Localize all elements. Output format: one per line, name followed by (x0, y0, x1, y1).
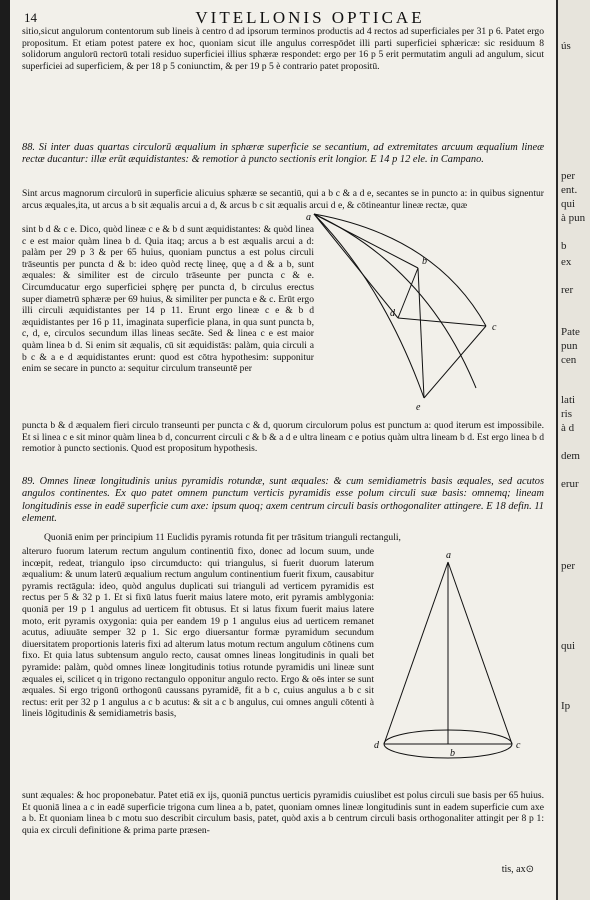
margin-fragment: Pate (561, 326, 580, 338)
page-number: 14 (24, 10, 37, 25)
arc-abc (314, 214, 486, 326)
fig2-label-c: c (516, 740, 521, 751)
arc-ade (314, 214, 424, 398)
intro-paragraph: sitio,sicut angulorum contentorum sub lineis à centro d ad ipsorum terminos productis ad 4 rectos ad superficiales per 31 p 6. Patet ergo propositum. Et etiam potest patere ex hoc, quoniam sicut ille angulus correspōdet illi parti superficiei sphæricæ: sic residuum 8 solidorum angulorū rectorū totali residuo superficiei illius sphæræ respondet: ergo per 16 p 5 erit permutatim anguli ad angulum, sicut superficiei ad superficiem, & per 18 p 5 coniunctim, & per 19 p 5 è contrario patet propositū. (22, 26, 544, 72)
fig2-label-b: b (450, 748, 455, 759)
chord-bd (398, 268, 418, 318)
margin-fragment: lati (561, 394, 576, 406)
margin-fragment: ent. (561, 184, 578, 196)
figure-spherical-arcs (306, 196, 542, 424)
margin-fragment: dem (561, 450, 580, 462)
margin-fragment: qui (561, 640, 576, 652)
proposition-89-enunciation: 89. Omnes lineæ longitudinis unius pyramidis rotundæ, sunt æquales: & cum semidiametris basis æquales, sed acutos angulos continentes. Ex quo patet omnem punctum verticis pyramidis esse polum circuli suæ basis: omnemq; lineam longitudinis esse in eadē superficie cum axe: ipsum quoq; axem centrum circuli basis orthogonaliter attingere. E 18 defin. 11 element. (22, 476, 544, 525)
page-header (10, 4, 556, 26)
margin-fragment: rer (561, 284, 574, 296)
margin-fragment: ex (561, 256, 572, 268)
proposition-88-enunciation: 88. Si inter duas quartas circulorū æqualium in sphæræ superficie se secantium, ad extremitates arcuum æqualium lineæ rectæ ducantur: illæ erūt æquidistantes: & remotior à puncto sectionis erit longior. E 14 p 12 ele. in Campano. (22, 142, 544, 166)
line-be (418, 268, 424, 398)
proposition-89-conclusion: sunt æquales: & hoc proponebatur. Patet etiā ex ijs, quoniā punctus uerticis pyramidis cuiuslibet est polus circuli sue basis per 65 huius. Et quoniā linea a c in eadē superficie trigona cum linea a b, patet, quoniam omnes lineæ longitudinis sunt in eadem superficie cum axe a b. Et quoniam linea b c motu suo describit circulum basis, patet, quòd axis a b centrum circuli basis orthogonaliter attingit per 8 p 1: quia ex circuli definitione & prima parte præsen- (22, 790, 544, 836)
margin-fragment: per (561, 560, 576, 572)
margin-fragment: à pun (561, 212, 586, 224)
margin-fragment: qui (561, 198, 576, 210)
proposition-88-conclusion: puncta b & d æqualem fieri circulo transeunti per puncta c & d, quorum circulorum polus est punctum a: quod iterum est impossibile. Et si linea c e sit minor quàm linea b d, concurrent circuli c & b & a d e ultra lineam c e potius quàm ultra lineam b d. Est ergo linea b d remotior à puncto sectionis. Quod est propositum hypothesis. (22, 420, 544, 455)
book-page (10, 0, 556, 900)
line-dc (398, 318, 486, 326)
margin-fragment: b (561, 240, 567, 252)
line-ab (314, 214, 418, 268)
proposition-88-opening: Sint arcus magnorum circulorū in superficie alicuius sphæræ se secantiū, qui a b c & a d e, secantes se in puncto a: in quibus signentur arcus æquales,ita, ut arcus a b sit æqualis arcui a d, & arcus b c sit æqualis arcui d e, & cōtineantur lineæ rectæ, quæ (22, 188, 544, 211)
fig2-label-d: d (374, 740, 379, 751)
line-ad (314, 214, 398, 318)
margin-fragment: ris (561, 408, 572, 420)
margin-fragment: ús (561, 40, 571, 52)
cone-right-side (448, 562, 512, 744)
fig1-label-b: b (422, 256, 427, 267)
cone-left-side (384, 562, 448, 744)
fig1-label-d: d (390, 308, 395, 319)
margin-fragment: cen (561, 354, 577, 366)
proposition-88-column: sint b d & c e. Dico, quòd lineæ c e & b d sunt æquidistantes: & quòd linea c e est maior quàm linea b d. Quia itaq; arcus a b est æqualis arcui a d: palàm per 29 p 3 & per 65 huius, quoniam punctus a est polus circuli trāseuntis per puncta d & b: ideo quòd rectę lineę, quę a d & a b, sunt æquales: & similiter est de circulo trāseunte per puncta c & e. Circumducatur ergo superficiei sphęrę per puncta d, b circulus erectus super diametrū sphæræ per 69 huius, & similiter per puncta e & c. Erūt ergo illi circuli æquidistantes per 14 p 11. Erunt ergo lineæ c e & b d æquidistantes per 16 p 11, imaginata superficie plana, in qua sunt puncta b, c, d, e, circulos secundum illas lineas secāte. Sed & linea c e est maior quàm linea b d. Si enim sit æqualis, cū sit æquidistās: palàm, quia circuli a b c & a e d æquidistantes erunt: quod est cōtra hypothesim: supponitur enim se secare in puncto a: sequitur circulum transeuntē per (22, 224, 314, 375)
facing-page-edge (556, 0, 590, 900)
margin-fragment: per (561, 170, 576, 182)
margin-fragment: à d (561, 422, 575, 434)
catchword: tis, ax⊙ (501, 864, 534, 875)
margin-fragment: erur (561, 478, 579, 490)
fig1-label-c: c (492, 322, 497, 333)
proposition-89-first-line: Quoniā enim per principium 11 Euclidis pyramis rotunda fit per trāsitum trianguli rectanguli, (44, 532, 401, 543)
chord-ce (424, 326, 486, 398)
fig2-label-a: a (446, 550, 451, 561)
margin-fragment: pun (561, 340, 578, 352)
proposition-89-column: alteruro fuorum laterum rectum angulum continentiū fixo, donec ad locum suum, unde incœpit, redeat, triangulo ipso circumducto: qui triangulus, si fuerit duorum laterum æqualium: & unum laterū æqualium rectum angulum continentium fuerit fixum, causabitur pyramis rectāgula: ideo, quòd angulus duplicati sui trianguli ad verticem pyramidis est rectus per 5 & 32 p 1. Et si fixū latus fuerit maius latere moto, erit pyramis amblygonia: quoniā per 19 p 1 angulus ad uerticem fit obtusus. Et si latus fixum fuerit maius latere moto, erit pyramis oxygonia: quia per eandem 19 p 1 angulus eius ad uerticem remanet acutus, adiuuāte semper 32 p 1. Sic ergo diuersantur formæ pyramidum secundum diuersitatem proportionis lateris fixi ad alterum latus motum rectum angulum cōtinens cum fixo. Et quia latus subtensum angulo recto, causat omnes lineas longitudinis in quali bet pyramide: palàm, quòd omnes lineæ longitudinis totius rotunde pyramidis uni lineæ sunt æquales ei, scilicet q in trigono rectangulo opponitur angulo recto. Ergo & oēs inter se sunt æquales. Si ergo trigonū orthogonū caussans pyramidē, fit a b c, cuius angulus a b c sit rectus: erit per 32 p 1 angulus a c b acutus: & sit a c b angulus, cui omnes anguli cōtenti à lineis lōgitudinis & semidiametris basis, (22, 546, 374, 720)
fig1-label-e: e (416, 402, 421, 413)
running-title: VITELLONIS OPTICAE (195, 8, 425, 27)
figure-cone (370, 548, 546, 782)
margin-fragment: Ip (561, 700, 571, 712)
fig1-label-a: a (306, 212, 311, 223)
